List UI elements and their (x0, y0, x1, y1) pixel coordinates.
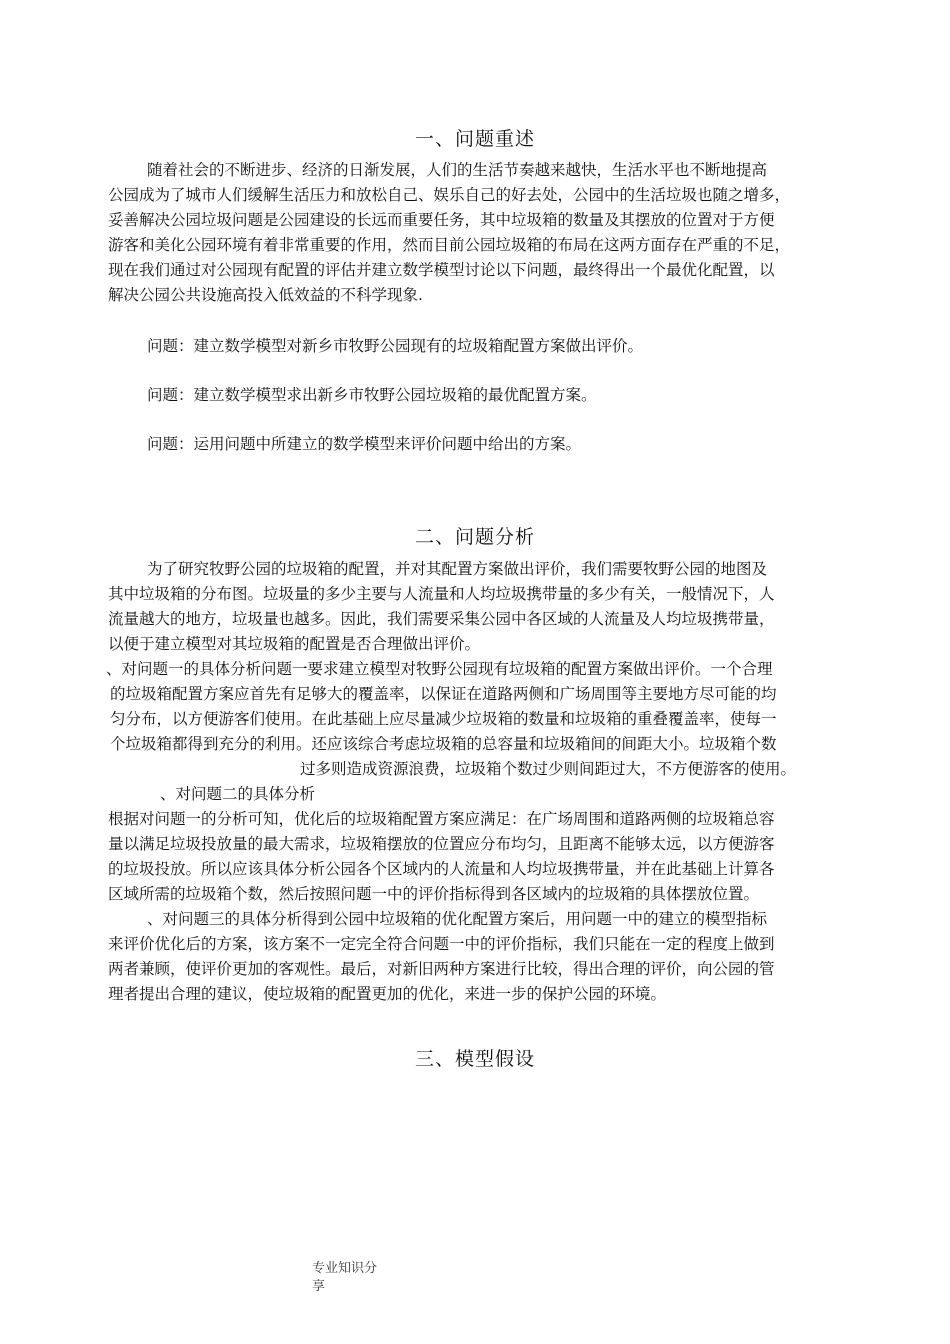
paragraph-line: 来评价优化后的方案，该方案不一定完全符合问题一中的评价指标，我们只能在一定的程度上做到 (108, 935, 775, 953)
paragraph-line: 、对问题一的具体分析问题一要求建立模型对牧野公园现有垃圾箱的配置方案做出评价。一个合理 (106, 660, 773, 678)
paragraph-line: 理者提出合理的建议，使垃圾箱的配置更加的优化，来进一步的保护公园的环境。 (108, 985, 667, 1003)
section-title-model-assumptions: 三、模型假设 (414, 1048, 535, 1070)
paragraph-line: 过多则造成资源浪费，垃圾箱个数过少则间距过大，不方便游客的使用。 (300, 760, 797, 778)
paragraph-line: 妥善解决公园垃圾问题是公园建设的长远而重要任务，其中垃圾箱的数量及其摆放的位置对于方便 (108, 211, 775, 229)
paragraph-line: 现在我们通过对公园现有配置的评估并建立数学模型讨论以下问题，最终得出一个最优化配置，以 (108, 261, 775, 279)
paragraph-line: 为了研究牧野公园的垃圾箱的配置，并对其配置方案做出评价，我们需要牧野公园的地图及 (147, 560, 768, 578)
paragraph-line: 区域所需的垃圾箱个数，然后按照问题一中的评价指标得到各区域内的垃圾箱的具体摆放位置。 (108, 885, 760, 903)
paragraph-line: 的垃圾箱配置方案应首先有足够大的覆盖率，以保证在道路两侧和广场周围等主要地方尽可能的均 (110, 685, 777, 703)
paragraph-line: 根据对问题一的分析可知，优化后的垃圾箱配置方案应满足：在广场周围和道路两侧的垃圾箱总容 (108, 810, 775, 828)
question-item: 问题：建立数学模型求出新乡市牧野公园垃圾箱的最优配置方案。 (147, 386, 597, 404)
subsection-title: 、对问题二的具体分析 (160, 785, 316, 803)
paragraph-line: 公园成为了城市人们缓解生活压力和放松自己、娱乐自己的好去处，公园中的生活垃圾也随之增多， (108, 186, 791, 204)
paragraph-line: 匀分布，以方便游客们使用。在此基础上应尽量减少垃圾箱的数量和垃圾箱的重叠覆盖率，使每一 (110, 710, 777, 728)
paragraph-line: 两者兼顾，使评价更加的客观性。最后，对新旧两种方案进行比较，得出合理的评价，向公园的管 (108, 960, 775, 978)
question-item: 问题：运用问题中所建立的数学模型来评价问题中给出的方案。 (147, 435, 582, 453)
paragraph-line: 其中垃圾箱的分布图。垃圾量的多少主要与人流量和人均垃圾携带量的多少有关，一般情况下，人 (108, 585, 775, 603)
section-title-problem-analysis: 二、问题分析 (414, 526, 535, 548)
paragraph-line: 的垃圾投放。所以应该具体分析公园各个区域内的人流量和人均垃圾携带量，并在此基础上计算各 (108, 860, 775, 878)
footer-text: 享 (312, 1279, 326, 1294)
paragraph-line: 量以满足垃圾投放量的最大需求，垃圾箱摆放的位置应分布均匀，且距离不能够太远，以方便游客 (108, 835, 775, 853)
paragraph-line: 游客和美化公园环境有着非常重要的作用，然而目前公园垃圾箱的布局在这两方面存在严重的不足， (108, 236, 791, 254)
paragraph-line: 、对问题三的具体分析得到公园中垃圾箱的优化配置方案后，用问题一中的建立的模型指标 (147, 910, 768, 928)
paragraph-line: 个垃圾箱都得到充分的利用。还应该综合考虑垃圾箱的总容量和垃圾箱间的间距大小。垃圾箱个数 (110, 735, 777, 753)
section-title-problem-restatement: 一、问题重述 (414, 128, 535, 150)
paragraph-line: 随着社会的不断进步、经济的日渐发展，人们的生活节奏越来越快，生活水平也不断地提高 (147, 161, 768, 179)
paragraph-line: 以便于建立模型对其垃圾箱的配置是否合理做出评价。 (108, 635, 481, 653)
paragraph-line: 解决公园公共设施高投入低效益的不科学现象. (108, 286, 423, 304)
paragraph-line: 流量越大的地方，垃圾量也越多。因此，我们需要采集公园中各区域的人流量及人均垃圾携带量， (108, 610, 775, 628)
footer-text: 专业知识分 (312, 1261, 378, 1276)
question-item: 问题：建立数学模型对新乡市牧野公园现有的垃圾箱配置方案做出评价。 (147, 337, 644, 355)
